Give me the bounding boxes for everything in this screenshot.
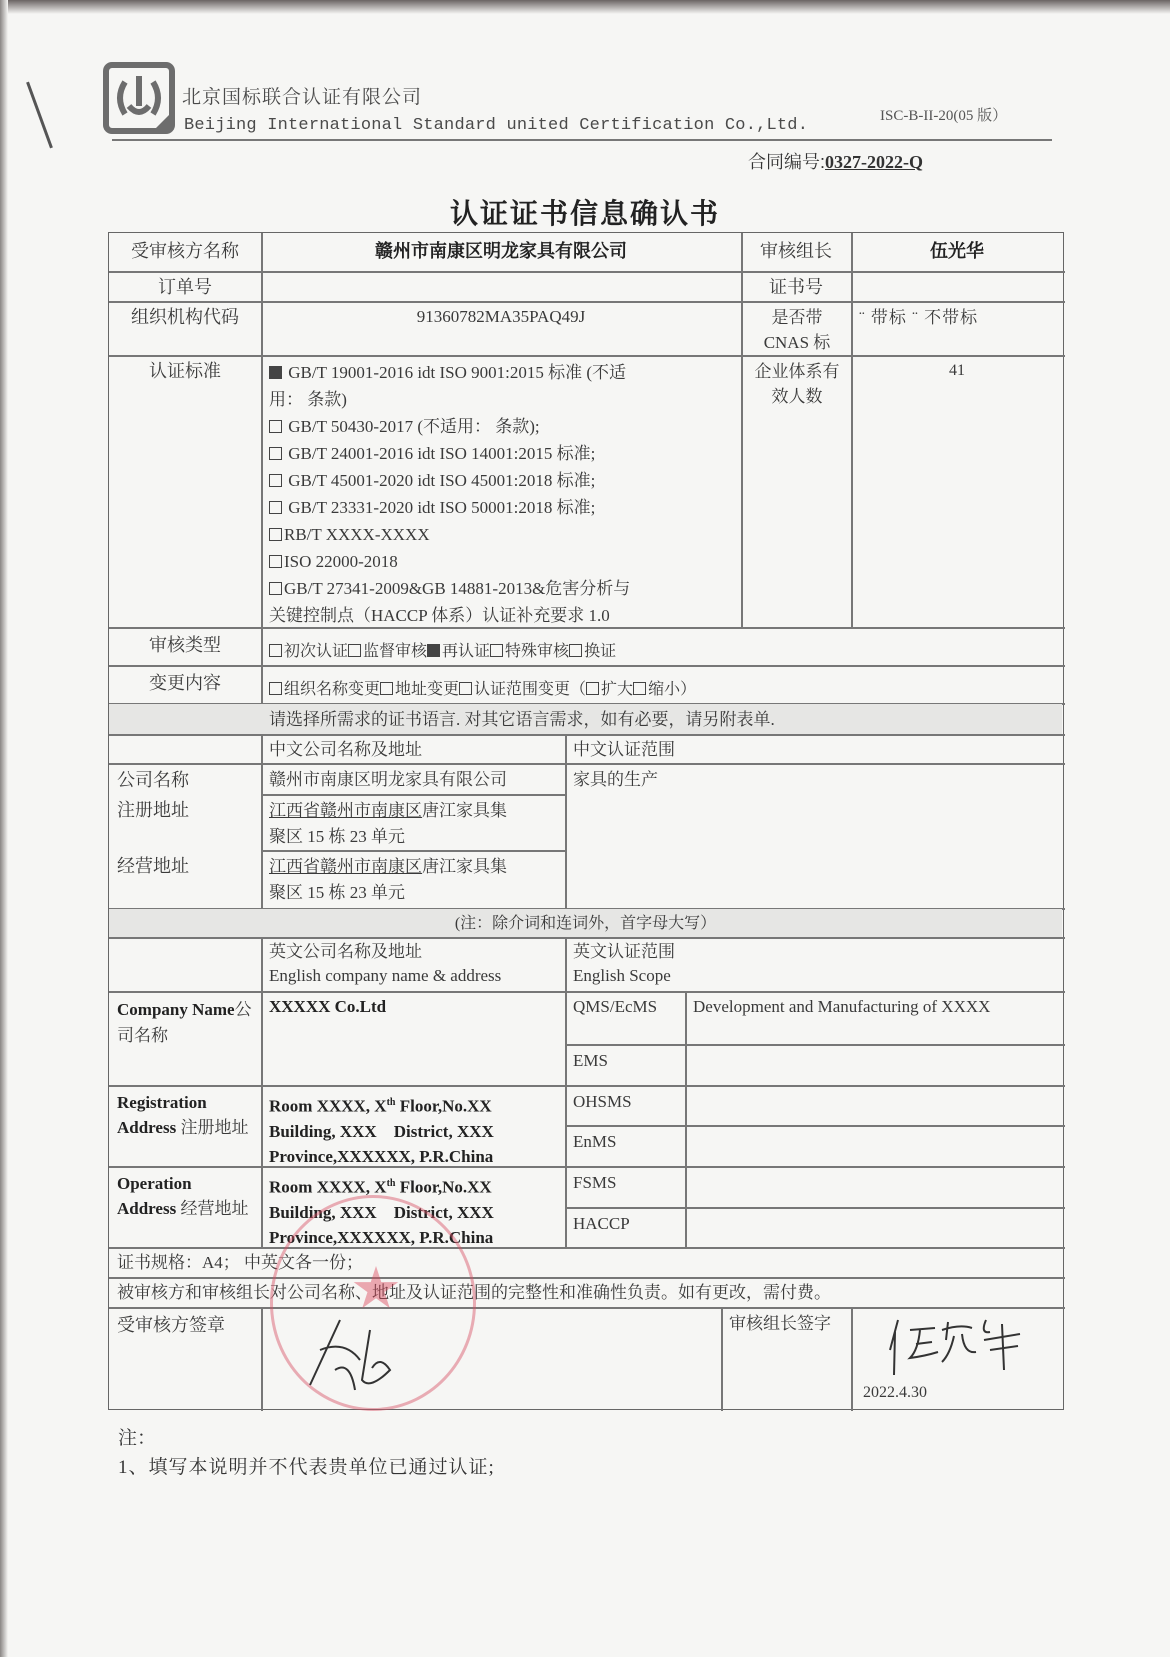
change-options [261,675,1061,703]
footer-note-1: 1、填写本说明并不代表贵单位已通过认证; [118,1457,495,1478]
cn-company-value: 赣州市南康区明龙家具有限公司 [269,770,507,789]
issuer-name-en: Beijing International Standard united Certification Co.,Ltd. [184,116,809,135]
standards-list [261,357,741,627]
standard-item[interactable]: GB/T 45001-2020 idt ISO 45001:2018 标准; [269,467,733,494]
leader-signature-label: 审核组长签字 [729,1314,831,1333]
checkbox-icon[interactable] [269,420,282,433]
org-code-label: 组织机构代码 [131,307,239,327]
en-company-label: Company Name公司名称 [117,1000,252,1045]
standard-item[interactable]: ISO 22000-2018 [269,548,733,575]
capitalization-note: (注：除介词和连词外，首字母大写） [454,915,717,932]
scope-value-enms[interactable] [685,1128,1063,1164]
certificate-spec-note: 证书规格：A4； 中英文各一份； [117,1253,364,1272]
cert-no-label: 证书号 [769,277,823,297]
seal-star-icon: ★ [350,1256,402,1321]
change-label: 变更内容 [149,673,221,693]
cn-scope-header: 中文认证范围 [573,740,675,759]
scope-value-fsms[interactable] [685,1169,1063,1205]
auditee-seal-area[interactable] [261,1309,721,1411]
leader-signature-area[interactable] [851,1309,1063,1411]
scope-value-ems[interactable] [685,1047,1063,1083]
checkbox-icon[interactable] [269,644,282,657]
standard-item[interactable]: GB/T 24001-2016 idt ISO 14001:2015 标准; [269,440,733,467]
standard-item[interactable]: GB/T 23331-2020 idt ISO 50001:2018 标准; [269,494,733,521]
form-code: ISC-B-II-20(05 版） [880,108,1008,124]
checkbox-icon[interactable] [269,682,282,695]
contract-number [748,148,923,174]
audit-type-option[interactable]: 换证 [569,641,616,660]
audit-type-label: 审核类型 [149,635,221,655]
standard-item[interactable]: GB/T 19001-2016 idt ISO 9001:2015 标准 (不适 [269,359,733,386]
contract-label: 合同编号: [748,152,826,172]
checkbox-icon[interactable] [269,555,282,568]
checkbox-icon[interactable] [586,682,599,695]
scope-system-enms: EnMS [573,1132,617,1151]
cn-reg-address-value: 江西省赣州市南康区唐江家具集 聚区 15 栋 23 单元 [269,801,507,846]
scope-system-ems: EMS [573,1051,608,1070]
audit-leader-label: 审核组长 [760,241,832,261]
scope-value-ohsms[interactable] [685,1088,1063,1124]
cn-reg-address-label: 注册地址 [117,800,189,820]
scope-system-fsms: FSMS [573,1173,617,1192]
change-option[interactable]: 认证范围变更（ [459,679,586,698]
en-name-address-header: 英文公司名称及地址 English company name & address [269,942,502,985]
headcount-label: 企业体系有效人数 [754,362,840,406]
checkbox-icon[interactable] [269,447,282,460]
auditee-name-value: 赣州市南康区明龙家具有限公司 [375,241,627,262]
photo-edge-top [0,0,1170,14]
pen-mark [26,82,53,149]
scope-value-haccp[interactable] [685,1210,1063,1246]
audit-type-options [261,637,1061,665]
checkbox-icon[interactable] [269,474,282,487]
audit-type-option[interactable]: 再认证 [427,641,490,660]
cn-name-address-header: 中文公司名称及地址 [269,740,422,759]
change-option[interactable]: 缩小） [633,679,696,698]
auditee-seal-label: 受审核方签章 [117,1315,225,1335]
standards-label: 认证标准 [149,361,221,381]
standard-item[interactable]: GB/T 27341-2009&GB 14881-2013&危害分析与 [269,575,733,602]
document-title: 认证证书信息确认书 [449,197,720,230]
cnas-options[interactable]: ¨ 带标 ¨ 不带标 [859,308,979,327]
scope-system-qms: QMS/EcMS [573,997,658,1016]
header-rule [112,139,1052,141]
cn-scope-value: 家具的生产 [573,770,658,789]
responsibility-note: 被审核方和审核组长对公司名称、地址及认证范围的完整性和准确性负责。如有更改，需付费。 [117,1283,831,1302]
checkbox-icon[interactable] [269,501,282,514]
en-op-address-label: Operation Address 经营地址 [117,1174,249,1218]
cnas-label: 是否带CNAS 标 [763,308,831,352]
audit-leader-value: 伍光华 [930,241,984,262]
cn-company-label: 公司名称 [117,770,189,790]
checkbox-icon[interactable] [380,682,393,695]
checkbox-icon[interactable] [633,682,646,695]
en-op-address-value: Room XXXX, Xth Floor,No.XX Building, XXX District, XXX Province,XXXXXX, P.R.China [269,1177,494,1247]
checkbox-icon[interactable] [269,582,282,595]
scope-system-ohsms: OHSMS [573,1092,632,1111]
checkbox-icon[interactable] [569,644,582,657]
standard-item[interactable]: GB/T 50430-2017 (不适用： 条款); [269,413,733,440]
en-reg-address-label: Registration Address 注册地址 [117,1093,249,1137]
footer-note-heading: 注： [118,1428,157,1449]
standard-item-cont: 用： 条款) [269,390,347,409]
standard-item[interactable]: RB/T XXXX-XXXX [269,521,733,548]
language-note: 请选择所需求的证书语言. 对其它语言需求，如有必要，请另附表单. [269,710,775,729]
cn-op-address-value: 江西省赣州市南康区唐江家具集 聚区 15 栋 23 单元 [269,857,507,902]
checkbox-checked-icon[interactable] [269,366,282,379]
checkbox-icon[interactable] [490,644,503,657]
change-option[interactable]: 扩大 [586,679,633,698]
photo-edge-left [0,0,8,1657]
checkbox-checked-icon[interactable] [427,644,440,657]
issuer-name-cn: 北京国标联合认证有限公司 [182,87,423,108]
en-scope-header: 英文认证范围 English Scope [573,942,675,985]
org-code-value: 91360782MA35PAQ49J [416,307,586,326]
audit-type-option[interactable]: 初次认证 [269,641,348,660]
standard-item-cont: 关键控制点（HACCP 体系）认证补充要求 1.0 [269,606,610,625]
en-company-value: XXXXX Co.Ltd [269,997,387,1016]
checkbox-icon[interactable] [269,528,282,541]
change-option[interactable]: 地址变更 [380,679,459,698]
auditee-name-label: 受审核方名称 [131,241,239,261]
cn-op-address-label: 经营地址 [117,856,189,876]
form-table [108,232,1064,1410]
scope-system-haccp: HACCP [573,1214,630,1233]
checkbox-icon[interactable] [348,644,361,657]
audit-type-option[interactable]: 特殊审核 [490,641,569,660]
checkbox-icon[interactable] [459,682,472,695]
signature-date: 2022.4.30 [863,1384,927,1401]
audit-type-option[interactable]: 监督审核 [348,641,427,660]
change-option[interactable]: 组织名称变更 [269,679,380,698]
cert-no-value[interactable] [851,273,1063,301]
en-reg-address-value: Room XXXX, Xth Floor,No.XX Building, XXX District, XXX Province,XXXXXX, P.R.China [269,1096,494,1166]
order-no-value[interactable] [261,273,741,301]
bisc-logo-icon [103,62,175,134]
contract-value: 0327-2022-Q [825,152,924,172]
order-no-label: 订单号 [158,277,212,297]
scope-value-qms: Development and Manufacturing of XXXX [693,997,991,1016]
headcount-value: 41 [949,362,965,379]
